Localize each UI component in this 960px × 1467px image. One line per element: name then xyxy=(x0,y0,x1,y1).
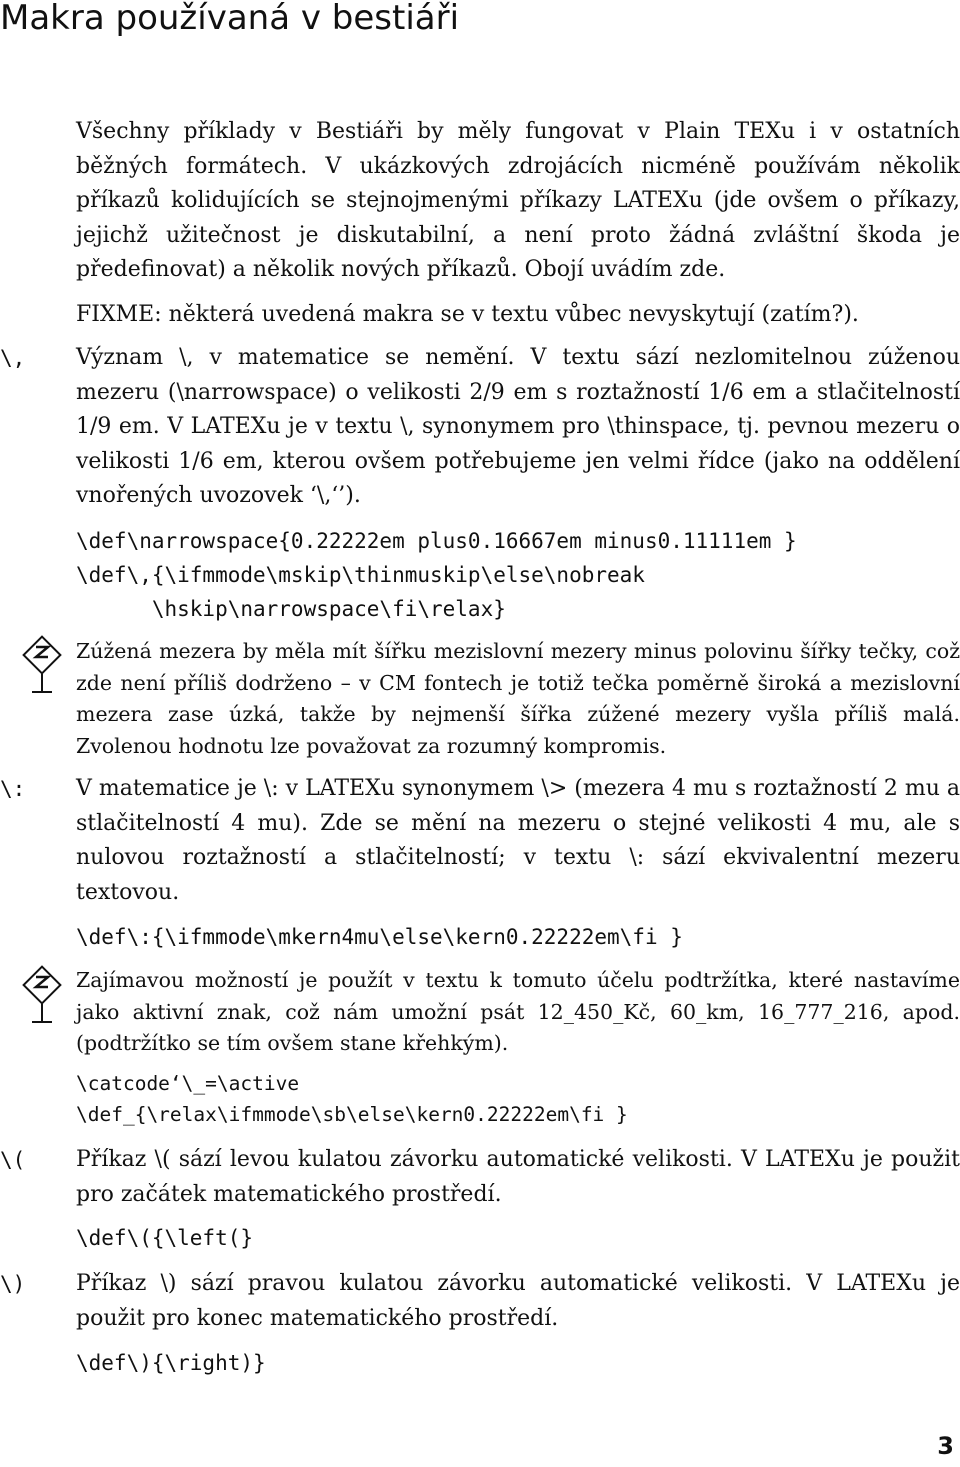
code-line: \def\({\left(} xyxy=(76,1226,254,1250)
fixme-note: FIXME: některá uvedená makra se v textu vůbec nevyskytují (zatím?). xyxy=(76,302,859,327)
macro-key-comma: \, xyxy=(0,346,26,370)
dangerous-bend-note: Zajímavou možností je použít v textu k tomuto účelu podtržítka, které nastavíme jako aktivní znak, což nám umožní psát 12_450_Kč, 60_km, 16_777_216, apod. (podtržítko se tím ovšem stane křehkým). xyxy=(76,968,960,1055)
code-line: \def\){\right)} xyxy=(76,1351,266,1375)
macro-key-colon: \: xyxy=(0,777,26,801)
dangerous-bend-icon xyxy=(22,964,62,1024)
code-line: \def\narrowspace{0.22222em plus0.16667em minus0.11111em } xyxy=(76,529,797,553)
dangerous-bend-note: Zúžená mezera by měla mít šířku mezislovní mezery minus polovinu šířky tečky, což zde není příliš dodrženo – v CM fontech je totiž tečka poměrně široká a mezislovní mezera zase úzká, takže by nejmenší šířka zúžené mezery vyšla příliš malá. Zvolenou hodnotu lze považovat za rozumný kompromis. xyxy=(76,639,960,758)
code-line: \hskip\narrowspace\fi\relax} xyxy=(76,597,506,621)
dangerous-bend-icon xyxy=(22,634,62,694)
intro-paragraph: Všechny příklady v Bestiáři by měly fungovat v Plain TEXu i v ostatních běžných formátech. V ukázkových zdrojácích nicméně používám několik příkazů kolidujících se stejnojmenými příkazy LATEXu (jde ovšem o příkazy, jejichž užitečnost je diskutabilní, a není proto žádná zvláštní škoda je předefinovat) a několik nových příkazů. Obojí uvádím zde. xyxy=(76,119,960,282)
page-title: Makra používaná v bestiáři xyxy=(0,0,460,38)
page-number: 3 xyxy=(937,1432,954,1460)
macro-key-left-paren: \( xyxy=(0,1148,26,1172)
macro-description-comma: Význam \, v matematice se nemění. V textu sází nezlomitelnou zúženou mezeru (\narrowspace) o velikosti 2/9 em s roztažností 1/6 em a stlačitelností 1/9 em. V LATEXu je v textu \, synonymem pro \thinspace, tj. pevnou mezeru o velikosti 1/6 em, kterou ovšem potřebujeme jen velmi řídce (jako na oddělení vnořených uvozovek ‘\,‘’). xyxy=(76,345,960,508)
macro-description-right-paren: Příkaz \) sází pravou kulatou závorku automatické velikosti. V LATEXu je použit pro konec matematického prostředí. xyxy=(76,1271,960,1331)
code-line: \def_{\relax\ifmmode\sb\else\kern0.22222em\fi } xyxy=(76,1103,628,1126)
macro-description-left-paren: Příkaz \( sází levou kulatou závorku automatické velikosti. V LATEXu je použit pro začátek matematického prostředí. xyxy=(76,1147,960,1207)
macro-description-colon: V matematice je \: v LATEXu synonymem \> (mezera 4 mu s roztažností 2 mu a stlačitelností 4 mu). Zde se mění na mezeru o stejné velikosti 4 mu, ale s nulovou roztažností a stlačitelností; v textu \: sází ekvivalentní mezeru textovou. xyxy=(76,776,960,905)
macro-key-right-paren: \) xyxy=(0,1272,26,1296)
code-line: \def\:{\ifmmode\mkern4mu\else\kern0.22222em\fi } xyxy=(76,925,683,949)
code-line: \def\,{\ifmmode\mskip\thinmuskip\else\nobreak xyxy=(76,563,645,587)
code-line: \catcode‘\_=\active xyxy=(76,1072,300,1095)
